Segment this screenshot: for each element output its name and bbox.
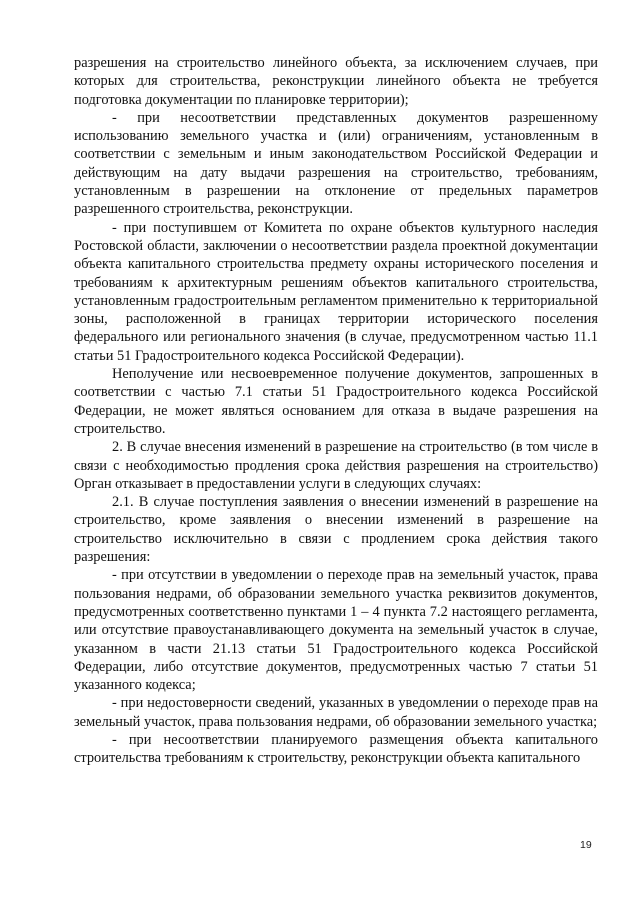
page-number: 19 [580, 839, 592, 851]
paragraph-7: - при отсутствии в уведомлении о переходе прав на земельный участок, права пользования недрами, об образовании земельного участка реквизитов документов, предусмотренных соответственно пунктами 1 – 4 пункта 7.2 настоящего регламента, или отсутствие правоустанавливающего документа на земельный участок в случае, указанном в части 21.13 статьи 51 Градостроительного кодекса Российской Федерации, либо отсутствие документов, предусмотренных частью 7 статьи 51 указанного кодекса; [74, 567, 598, 694]
paragraph-1: разрешения на строительство линейного объекта, за исключением случаев, при которых для строительства, реконструкции линейного объекта не требуется подготовка документации по планировке территории); [74, 55, 598, 108]
paragraph-6: 2.1. В случае поступления заявления о внесении изменений в разрешение на строительство, кроме заявления о внесении изменений в разрешение на строительство исключительно в связи с продлением срока действия такого разрешения: [74, 494, 598, 566]
body-text [74, 54, 598, 768]
paragraph-4: Неполучение или несвоевременное получение документов, запрошенных в соответствии с частью 7.1 статьи 51 Градостроительного кодекса Российской Федерации, не может являться основанием для отказа в выдаче разрешения на строительство. [74, 366, 598, 437]
paragraph-2: - при несоответствии представленных документов разрешенному использованию земельного участка и (или) ограничениям, установленным в соответствии с земельным и иным законодательством Российской Федерации и действующим на дату выдачи разрешения на строительство, требованиям, установленным в разрешении на отклонение от предельных параметров разрешенного строительства, реконструкции. [74, 109, 598, 218]
paragraph-9: - при несоответствии планируемого размещения объекта капитального строительства требованиям к строительству, реконструкции объекта капитального [74, 731, 598, 767]
paragraph-5: 2. В случае внесения изменений в разрешение на строительство (в том числе в связи с необходимостью продления срока действия разрешения на строительство) Орган отказывает в предоставлении услуги в следующих случаях: [74, 439, 598, 492]
paragraph-8: - при недостоверности сведений, указанных в уведомлении о переходе прав на земельный участок, права пользования недрами, об образовании земельного участка; [74, 695, 598, 730]
paragraph-3: - при поступившем от Комитета по охране объектов культурного наследия Ростовской области, заключении о несоответствии раздела проектной документации объекта капитального строительства предмету охраны исторического поселения и требованиям к архитектурным решениям объектов капитального строительства, установленным градостроительным регламентом применительно к территориальной зоны, расположенной в границах территории исторического поселения федерального или регионального значения (в случае, предусмотренном частью 11.1 статьи 51 Градостроительного кодекса Российской Федерации). [74, 219, 598, 364]
